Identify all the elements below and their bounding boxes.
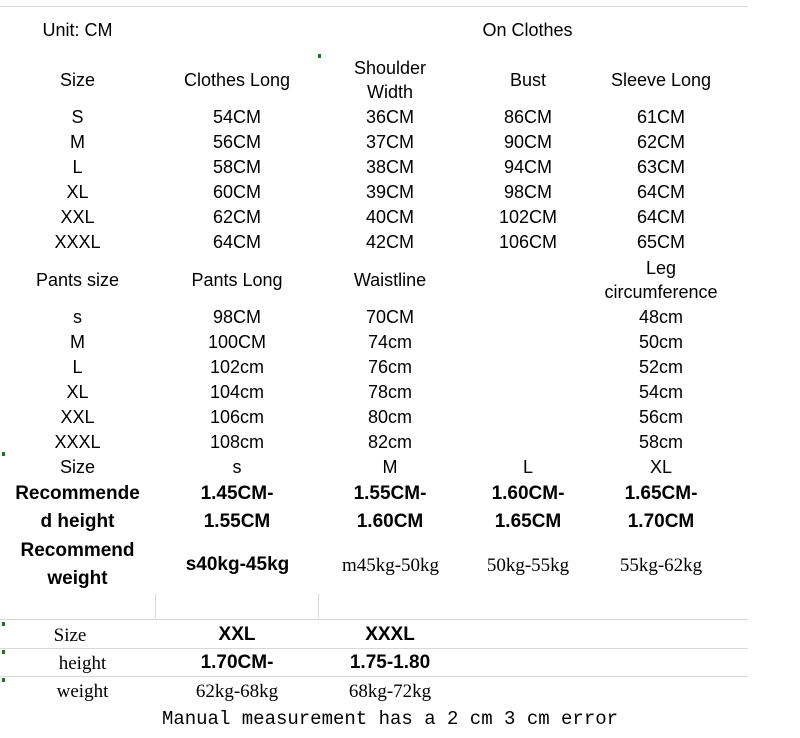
pants-cell: 106cm [209, 407, 265, 427]
clothes-cell: 39CM [365, 182, 414, 202]
clothes-cell: 61CM [636, 107, 685, 127]
clothes-cell: 90CM [503, 132, 552, 152]
pants-cell: XXL [60, 407, 95, 427]
clothes-cell: M [70, 132, 85, 152]
clothes-cell: 40CM [365, 207, 414, 227]
clothes-cell: 36CM [365, 107, 414, 127]
extra-height: 1.70CM- [200, 652, 274, 673]
pants-cell: s [73, 307, 82, 327]
recommend-height: 1.60CM [356, 511, 424, 532]
clothes-cell: 60CM [212, 182, 261, 202]
clothes-cell: L [72, 157, 83, 177]
pants-cell: XL [66, 382, 89, 402]
recommend-size: XL [649, 457, 673, 477]
recommend-height: 1.65CM [494, 511, 562, 532]
pants-cell: 74cm [367, 332, 412, 352]
clothes-header-bust: Bust [509, 70, 547, 90]
clothes-cell: 63CM [636, 157, 685, 177]
clothes-cell: 37CM [365, 132, 414, 152]
pants-cell: 70CM [365, 307, 414, 327]
extra-weight-label: weight [56, 681, 109, 702]
clothes-cell: 42CM [365, 232, 414, 252]
recommend-size: s [232, 457, 242, 477]
pants-cell: 56cm [638, 407, 683, 427]
pants-cell: 54cm [638, 382, 683, 402]
extra-weight: 68kg-72kg [348, 681, 432, 702]
recommend-height: 1.60CM- [491, 483, 565, 504]
pants-cell: 98CM [212, 307, 261, 327]
clothes-cell: 62CM [636, 132, 685, 152]
clothes-cell: 86CM [503, 107, 552, 127]
clothes-cell: XL [66, 182, 89, 202]
pants-cell: 50cm [638, 332, 683, 352]
clothes-cell: 64CM [636, 207, 685, 227]
recommend-height: 1.55CM [203, 511, 271, 532]
clothes-cell: 64CM [636, 182, 685, 202]
recommend-weight: s40kg-45kg [185, 554, 290, 575]
recommend-weight: m45kg-50kg [341, 555, 440, 576]
clothes-cell: 54CM [212, 107, 261, 127]
pants-header-size: Pants size [35, 270, 120, 290]
recommend-weight: 50kg-55kg [486, 555, 570, 576]
section-title: On Clothes [482, 20, 573, 40]
recommend-weight-label-1: Recommend [20, 540, 135, 561]
pants-cell: 78cm [367, 382, 412, 402]
pants-cell: 100CM [207, 332, 267, 352]
pants-cell: 108cm [209, 432, 265, 452]
pants-header-waist: Waistline [353, 270, 427, 290]
clothes-header-shoulder-1: Shoulder [353, 58, 427, 78]
pants-header-leg-1: Leg [645, 258, 677, 278]
recommend-height: 1.70CM [627, 511, 695, 532]
recommend-size-label: Size [59, 457, 95, 477]
unit-label: Unit: CM [42, 20, 113, 40]
pants-cell: XXXL [54, 432, 101, 452]
pants-cell: 104cm [209, 382, 265, 402]
clothes-cell: XXL [60, 207, 95, 227]
pants-cell: 82cm [367, 432, 412, 452]
pants-cell: 48cm [638, 307, 683, 327]
clothes-cell: 65CM [636, 232, 685, 252]
clothes-cell: 56CM [212, 132, 261, 152]
recommend-height: 1.65CM- [624, 483, 698, 504]
measurement-note: Manual measurement has a 2 cm 3 cm error [161, 708, 619, 730]
clothes-cell: 94CM [503, 157, 552, 177]
clothes-cell: S [71, 107, 84, 127]
clothes-cell: 62CM [212, 207, 261, 227]
pants-header-long: Pants Long [191, 270, 283, 290]
pants-header-leg-2: circumference [604, 282, 718, 302]
clothes-cell: 38CM [365, 157, 414, 177]
pants-cell: 58cm [638, 432, 683, 452]
clothes-cell: 58CM [212, 157, 261, 177]
clothes-header-size: Size [59, 70, 95, 90]
recommend-weight: 55kg-62kg [619, 555, 703, 576]
recommend-weight-label-2: weight [47, 568, 108, 589]
recommend-height-label-2: d height [40, 511, 115, 532]
extra-size: XXL [218, 624, 256, 645]
recommend-height: 1.55CM- [353, 483, 427, 504]
pants-cell: 52cm [638, 357, 683, 377]
clothes-cell: 106CM [498, 232, 558, 252]
recommend-size: L [522, 457, 533, 477]
clothes-cell: XXXL [54, 232, 101, 252]
pants-cell: 80cm [367, 407, 412, 427]
pants-cell: 102cm [209, 357, 265, 377]
clothes-cell: 102CM [498, 207, 558, 227]
extra-height-label: height [58, 653, 107, 674]
pants-cell: M [70, 332, 85, 352]
extra-size: XXXL [365, 624, 415, 645]
clothes-cell: 64CM [212, 232, 261, 252]
recommend-height-label-1: Recommende [15, 483, 140, 504]
extra-height: 1.75-1.80 [349, 652, 431, 673]
clothes-header-shoulder-2: Width [366, 82, 413, 102]
extra-size-label: Size [53, 625, 87, 646]
pants-cell: L [72, 357, 83, 377]
pants-cell: 76cm [367, 357, 412, 377]
clothes-cell: 98CM [503, 182, 552, 202]
extra-weight: 62kg-68kg [195, 681, 279, 702]
recommend-size: M [382, 457, 398, 477]
clothes-header-long: Clothes Long [183, 70, 291, 90]
recommend-height: 1.45CM- [200, 483, 274, 504]
clothes-header-sleeve: Sleeve Long [610, 70, 712, 90]
